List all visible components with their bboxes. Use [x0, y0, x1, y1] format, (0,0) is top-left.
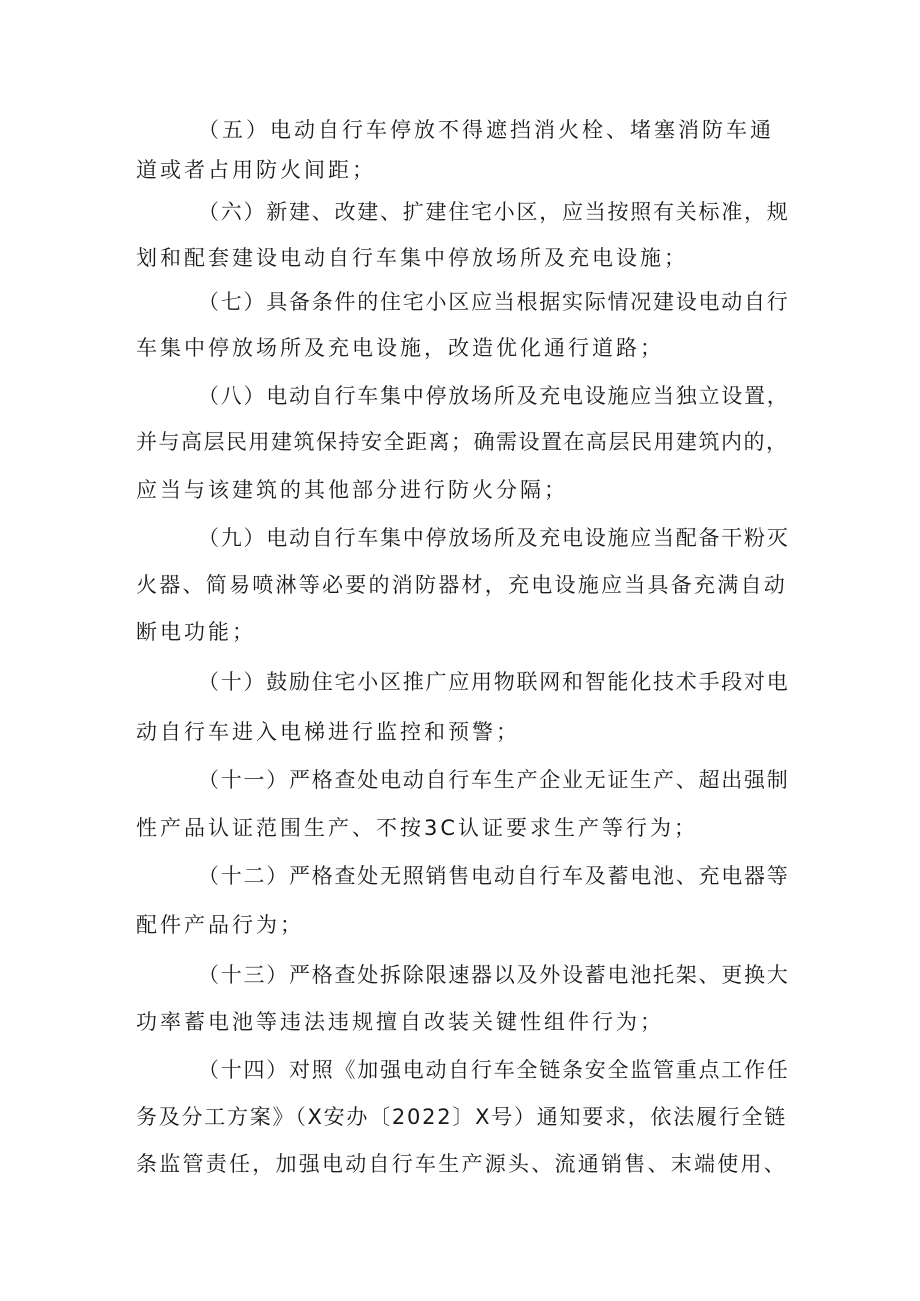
para-13-line-1: （十三）严格查处拆除限速器以及外设蓄电池托架、更换大 — [198, 963, 790, 987]
para-9-line-1: （九）电动自行车集中停放场所及充电设施应当配备干粉灭 — [198, 526, 790, 550]
para-9-line-3: 断电功能； — [136, 620, 256, 644]
para-14-line-3: 条监管责任，加强电动自行车生产源头、流通销售、末端使用、 — [136, 1152, 787, 1176]
para-7-line-1: （七）具备条件的住宅小区应当根据实际情况建设电动自行 — [198, 290, 790, 314]
para-8-line-1: （八）电动自行车集中停放场所及充电设施应当独立设置， — [198, 384, 790, 408]
para-11-line-1: （十一）严格查处电动自行车生产企业无证生产、超出强制 — [198, 768, 790, 792]
para-5-line-1: （五）电动自行车停放不得遮挡消火栓、堵塞消防车通 — [198, 118, 774, 142]
para-8-line-3: 应当与该建筑的其他部分进行防火分隔； — [136, 478, 568, 502]
para-14-line-2: 务及分工方案》（X安办〔2022〕X号）通知要求，依法履行全链 — [136, 1105, 787, 1129]
para-7-line-2: 车集中停放场所及充电设施，改造优化通行道路； — [136, 336, 664, 360]
para-6-line-1: （六）新建、改建、扩建住宅小区，应当按照有关标准，规 — [198, 200, 790, 224]
para-13-line-2: 功率蓄电池等违法违规擅自改装关键性组件行为； — [136, 1010, 664, 1034]
para-10-line-1: （十）鼓励住宅小区推广应用物联网和智能化技术手段对电 — [198, 670, 790, 694]
para-5-line-2: 道或者占用防火间距； — [136, 158, 376, 182]
para-14-line-1: （十四）对照《加强电动自行车全链条安全监管重点工作任 — [198, 1058, 790, 1082]
para-10-line-2: 动自行车进入电梯进行监控和预警； — [136, 720, 520, 744]
para-12-line-2: 配件产品行为； — [136, 913, 304, 937]
para-9-line-2: 火器、简易喷淋等必要的消防器材，充电设施应当具备充满自动 — [136, 573, 787, 597]
para-11-line-2: 性产品认证范围生产、不按3C认证要求生产等行为； — [136, 816, 699, 840]
para-8-line-2: 并与高层民用建筑保持安全距离；确需设置在高层民用建筑内的， — [136, 430, 789, 454]
para-12-line-1: （十二）严格查处无照销售电动自行车及蓄电池、充电器等 — [198, 864, 790, 888]
para-6-line-2: 划和配套建设电动自行车集中停放场所及充电设施； — [136, 246, 688, 270]
